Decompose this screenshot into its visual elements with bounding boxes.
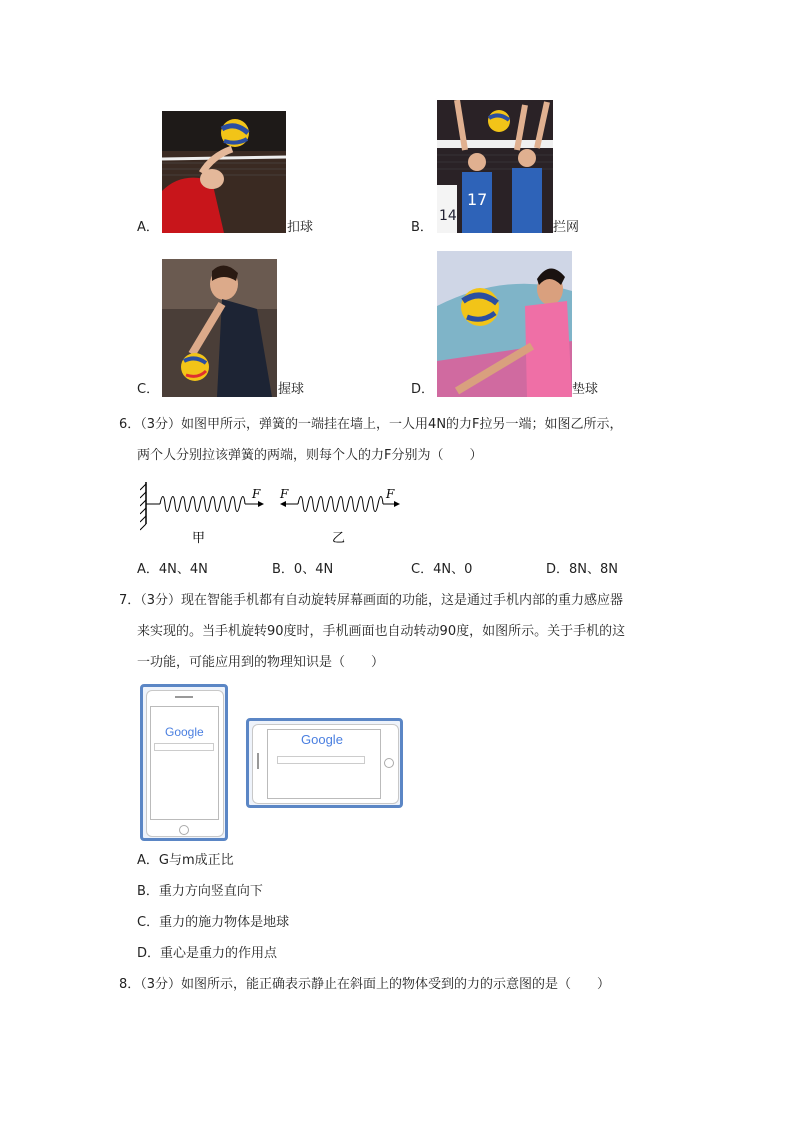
option-letter: D．	[411, 382, 435, 397]
choice-a[interactable]: A．G与m成正比	[137, 853, 234, 868]
question-text: 8．（3分）如图所示，能正确表示静止在斜面上的物体受到的力的示意图的是（ ）	[119, 977, 611, 992]
question-text: 一功能，可能应用到的物理知识是（ ）	[137, 655, 385, 670]
spike-photo	[162, 111, 286, 233]
block-photo	[437, 100, 553, 233]
choice-d[interactable]: D．8N、8N	[546, 562, 619, 577]
choice-d[interactable]: D．重心是重力的作用点	[137, 946, 278, 961]
figure-label-jia: 甲	[192, 531, 206, 546]
google-logo: Google	[301, 732, 343, 747]
option-letter: B．	[411, 220, 433, 235]
home-button	[384, 758, 394, 768]
force-label: F	[252, 487, 261, 501]
landscape-phone	[246, 718, 403, 808]
force-label: F	[280, 487, 289, 501]
portrait-phone	[140, 684, 228, 841]
search-bar	[277, 756, 365, 764]
option-letter: C．	[137, 382, 160, 397]
spring-figure	[140, 478, 410, 550]
question-text: 来实现的。当手机旋转90度时，手机画面也自动转动90度，如图所示。关于手机的这	[137, 624, 626, 639]
option-caption: 拦网	[553, 220, 580, 235]
choice-b[interactable]: B．0、4N	[272, 562, 334, 577]
choice-b[interactable]: B．重力方向竖直向下	[137, 884, 263, 899]
choice-c[interactable]: C．重力的施力物体是地球	[137, 915, 290, 930]
choice-a[interactable]: A．4N、4N	[137, 562, 208, 577]
svg-text:17: 17	[467, 190, 488, 209]
question-text: 6．（3分）如图甲所示，弹簧的一端挂在墙上，一人用4N的力F拉另一端；如图乙所示，	[119, 417, 623, 432]
home-button	[179, 825, 189, 835]
question-text: 7．（3分）现在智能手机都有自动旋转屏幕画面的功能，这是通过手机内部的重力感应器	[119, 593, 624, 608]
speaker	[257, 753, 259, 769]
force-label: F	[386, 487, 395, 501]
option-caption: 垫球	[572, 382, 599, 397]
search-bar	[154, 743, 214, 751]
serve-photo	[162, 259, 277, 397]
dig-photo	[437, 251, 572, 397]
svg-text:14: 14	[439, 208, 457, 224]
option-caption: 握球	[278, 382, 305, 397]
figure-label-yi: 乙	[332, 531, 346, 546]
speaker	[175, 696, 193, 698]
choice-c[interactable]: C．4N、0	[411, 562, 473, 577]
google-logo: Google	[165, 725, 204, 739]
question-text: 两个人分别拉该弹簧的两端，则每个人的力F分别为（ ）	[137, 448, 483, 463]
option-caption: 扣球	[287, 220, 314, 235]
option-letter: A．	[137, 220, 159, 235]
